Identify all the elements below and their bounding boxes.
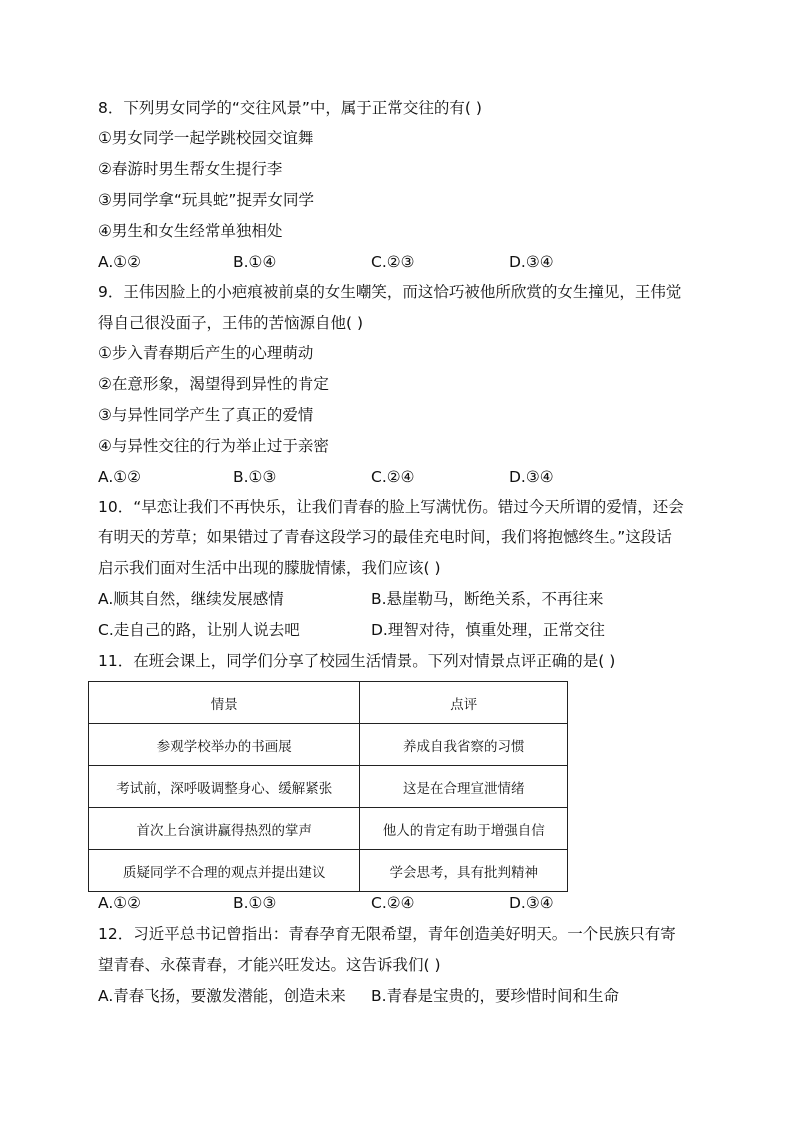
question-9-options xyxy=(98,467,718,487)
question-9-item-2: ②在意形象，渴望得到异性的肯定 xyxy=(98,375,329,393)
question-12-options xyxy=(98,986,718,1006)
question-11-stem: 11．在班会课上，同学们分享了校园生活情景。下列对情景点评正确的是( ) xyxy=(98,652,616,670)
question-11-option-a: A.①② xyxy=(98,894,142,912)
question-10-options-row-1 xyxy=(98,589,718,609)
table-cell-scenario: 参观学校举办的书画展 xyxy=(89,724,360,766)
question-8-item-1: ①男女同学一起学跳校园交谊舞 xyxy=(98,129,314,147)
question-9-option-b: B.①③ xyxy=(233,468,277,486)
question-10-option-d: D.理智对待，慎重处理，正常交往 xyxy=(371,621,605,639)
table-cell-comment: 他人的肯定有助于增强自信 xyxy=(360,808,568,850)
question-8-stem: 8．下列男女同学的“交往风景”中，属于正常交往的有( ) xyxy=(98,99,482,117)
question-9-item-4: ④与异性交往的行为举止过于亲密 xyxy=(98,437,329,455)
question-12-option-b: B.青春是宝贵的，要珍惜时间和生命 xyxy=(371,987,620,1005)
question-9-option-a: A.①② xyxy=(98,468,142,486)
question-10-stem-line-2: 有明天的芳草；如果错过了青春这段学习的最佳充电时间，我们将抱憾终生。”这段话 xyxy=(98,528,672,546)
question-12-stem-line-2: 望青春、永葆青春，才能兴旺发达。这告诉我们( ) xyxy=(98,956,441,974)
table-cell-scenario: 考试前，深呼吸调整身心、缓解紧张 xyxy=(89,766,360,808)
table-header-row xyxy=(89,682,568,724)
question-10-options-row-2 xyxy=(98,620,718,640)
question-12-stem-line-1: 12．习近平总书记曾指出：青春孕育无限希望，青年创造美好明天。一个民族只有寄 xyxy=(98,925,676,943)
question-9-stem-line-2: 得自己很没面子，王伟的苦恼源自他( ) xyxy=(98,314,364,332)
table-cell-comment: 这是在合理宣泄情绪 xyxy=(360,766,568,808)
table-cell-scenario: 首次上台演讲赢得热烈的掌声 xyxy=(89,808,360,850)
question-8-item-2: ②春游时男生帮女生提行李 xyxy=(98,160,283,178)
question-11-option-b: B.①③ xyxy=(233,894,277,912)
question-8-item-4: ④男生和女生经常单独相处 xyxy=(98,222,283,240)
question-11-option-c: C.②④ xyxy=(371,894,415,912)
question-9-option-d: D.③④ xyxy=(509,468,554,486)
question-8-options xyxy=(98,252,718,272)
question-9-stem-line-1: 9．王伟因脸上的小疤痕被前桌的女生嘲笑，而这恰巧被他所欣赏的女生撞见，王伟觉 xyxy=(98,283,682,301)
question-10-stem-line-3: 启示我们面对生活中出现的朦胧情愫，我们应该( ) xyxy=(98,559,441,577)
question-8-option-b: B.①④ xyxy=(233,253,277,271)
table-header-scenario: 情景 xyxy=(89,682,360,724)
table-row xyxy=(89,766,568,808)
table-header-comment: 点评 xyxy=(360,682,568,724)
question-11-option-d: D.③④ xyxy=(509,894,554,912)
scenario-table xyxy=(88,681,568,892)
question-12-option-a: A.青春飞扬，要激发潜能，创造未来 xyxy=(98,987,346,1005)
question-10-option-c: C.走自己的路，让别人说去吧 xyxy=(98,621,300,639)
question-8-option-c: C.②③ xyxy=(371,253,415,271)
question-9-item-3: ③与异性同学产生了真正的爱情 xyxy=(98,406,314,424)
table-row xyxy=(89,724,568,766)
table-cell-comment: 学会思考，具有批判精神 xyxy=(360,850,568,892)
table-row xyxy=(89,808,568,850)
question-8-item-3: ③男同学拿“玩具蛇”捉弄女同学 xyxy=(98,191,314,209)
question-10-stem-line-1: 10．“早恋让我们不再快乐，让我们青春的脸上写满忧伤。错过今天所谓的爱情，还会 xyxy=(98,498,684,516)
question-10-option-a: A.顺其自然，继续发展感情 xyxy=(98,590,284,608)
question-9-option-c: C.②④ xyxy=(371,468,415,486)
question-9-item-1: ①步入青春期后产生的心理萌动 xyxy=(98,344,314,362)
question-8-option-a: A.①② xyxy=(98,253,142,271)
question-11-options xyxy=(98,893,718,913)
question-10-option-b: B.悬崖勒马，断绝关系，不再往来 xyxy=(371,590,604,608)
table-row xyxy=(89,850,568,892)
table-cell-scenario: 质疑同学不合理的观点并提出建议 xyxy=(89,850,360,892)
table-cell-comment: 养成自我省察的习惯 xyxy=(360,724,568,766)
question-8-option-d: D.③④ xyxy=(509,253,554,271)
